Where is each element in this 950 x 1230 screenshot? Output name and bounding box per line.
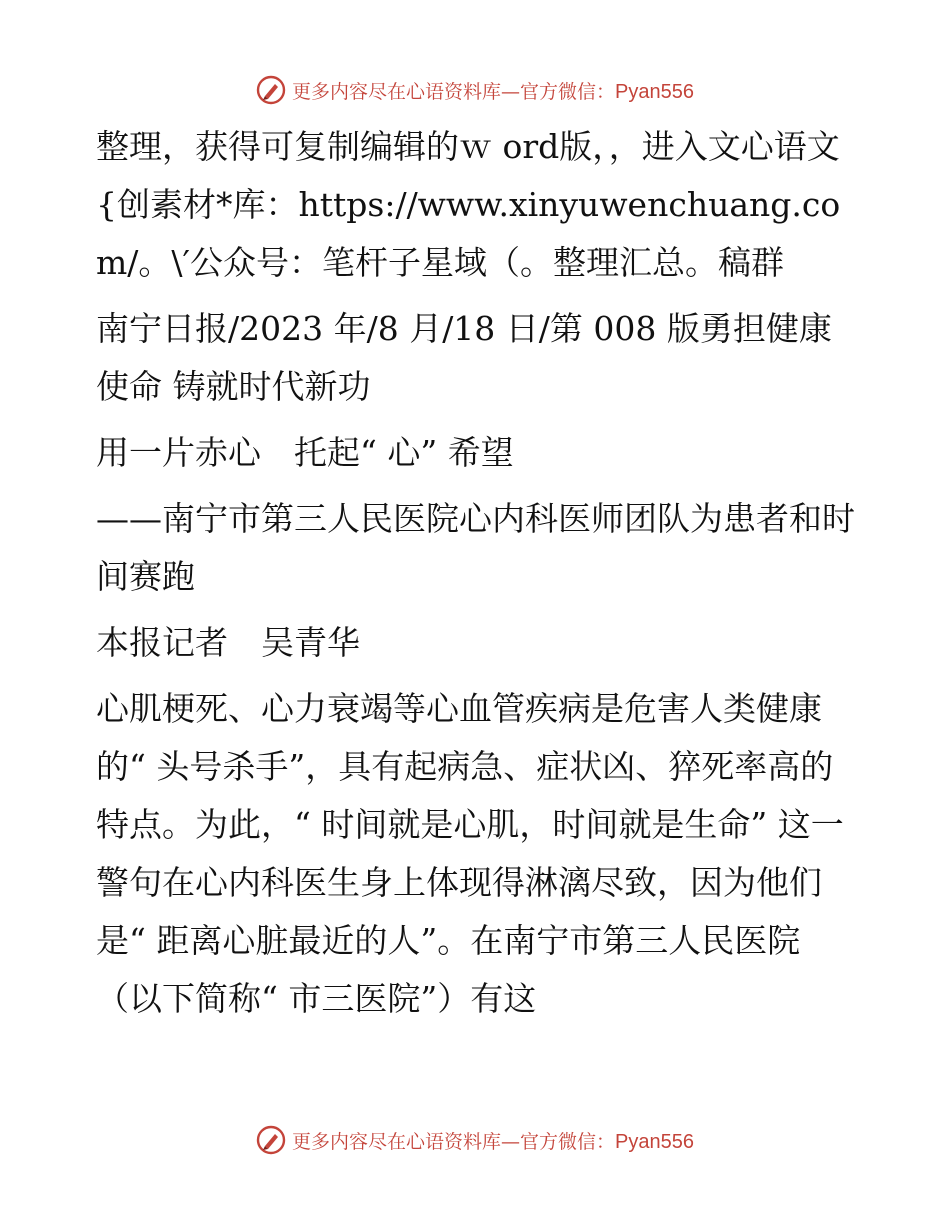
header-banner-text: 更多内容尽在心语资料库—官方微信：Pyan556 bbox=[292, 80, 694, 103]
byline: 本报记者 吴青华 bbox=[96, 623, 360, 662]
footer-wechat-id: Pyan556 bbox=[615, 1130, 694, 1153]
source-line: 南宁日报/2023 年/8 月/18 日/第 008 版勇担健康使命 铸就时代新功 bbox=[96, 309, 832, 406]
footer-banner-text: 更多内容尽在心语资料库—官方微信：Pyan556 bbox=[292, 1130, 694, 1153]
subheadline: ——南宁市第三人民医院心内科医师团队为患者和时间赛跑 bbox=[96, 499, 855, 596]
intro-paragraph: 整理，获得可复制编辑的ｗ ord版，，进入文心语文{创素材*库：https://www.xinyuwenchuang.com/。\′公众号：笔杆子星域（。整理汇总。稿群 bbox=[96, 127, 841, 282]
body-paragraph: 心肌梗死、心力衰竭等心血管疾病是危害人类健康的“ 头号杀手”，具有起病急、症状凶、猝死率高的特点。为此，“ 时间就是心肌，时间就是生命” 这一警句在心内科医生身上体现得淋漓尽致，因为他们是“ 距离心脏最近的人”。在南宁市第三人民医院（以下简称“ 市三医院”）有这 bbox=[96, 689, 844, 1018]
pen-logo-icon bbox=[256, 75, 286, 105]
footer-banner bbox=[0, 1120, 950, 1160]
header-wechat-id: Pyan556 bbox=[615, 80, 694, 103]
header-banner bbox=[0, 70, 950, 110]
document-body bbox=[96, 118, 856, 1036]
headline: 用一片赤心 托起“ 心” 希望 bbox=[96, 433, 514, 472]
pen-logo-icon bbox=[256, 1125, 286, 1155]
